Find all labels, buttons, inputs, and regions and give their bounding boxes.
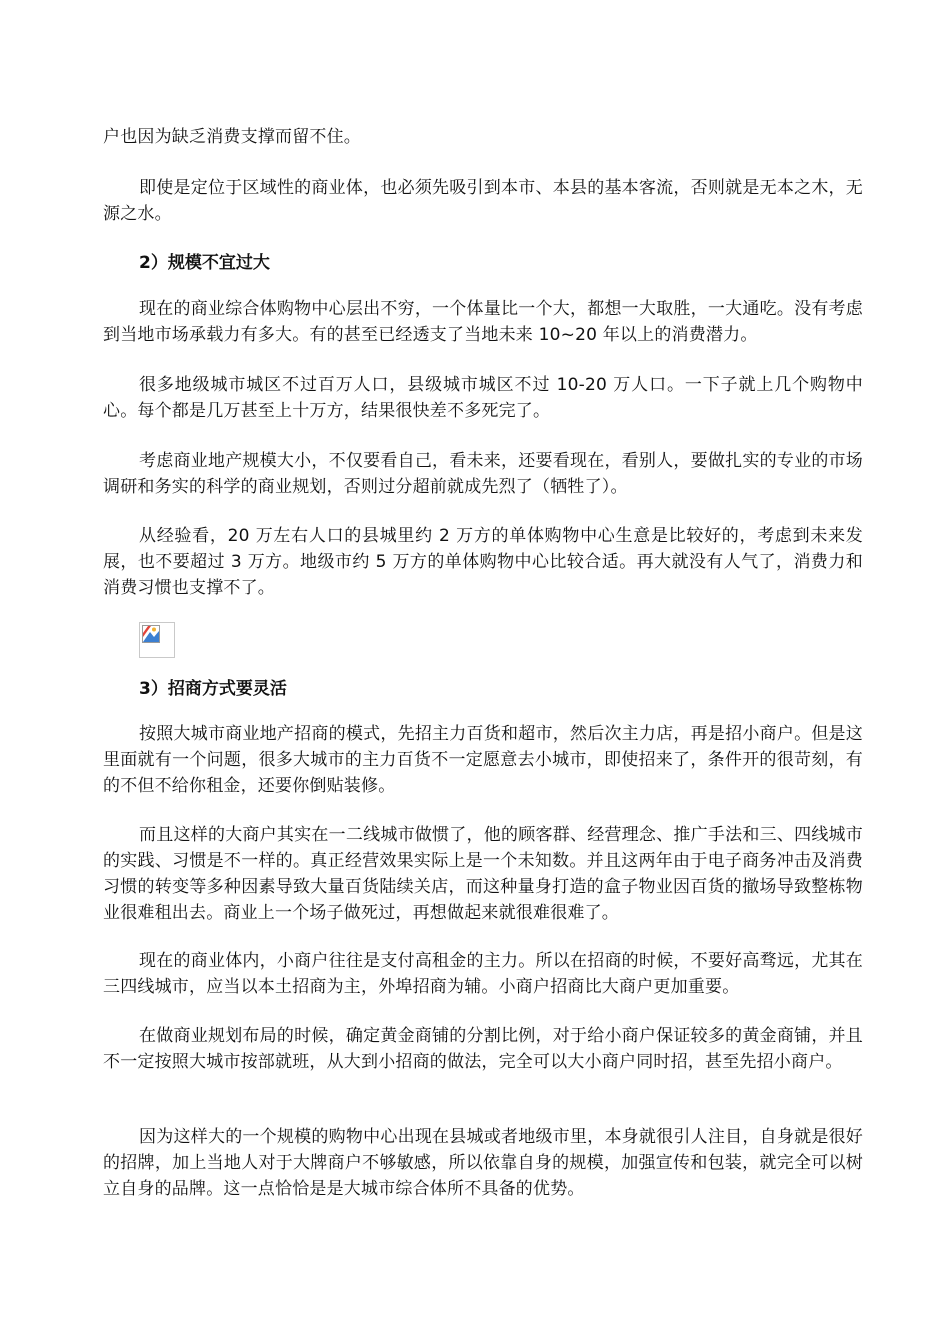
paragraph: 因为这样大的一个规模的购物中心出现在县城或者地级市里，本身就很引人注目，自身就是很好的招牌，加上当地人对于大牌商户不够敏感，所以依靠自身的规模，加强宣传和包装，就完全可以树立自身的品牌。这一点恰恰是是大城市综合体所不具备的优势。 [103, 1127, 863, 1199]
paragraph: 现在的商业综合体购物中心层出不穷，一个体量比一个大，都想一大取胜，一大通吃。没有考虑到当地市场承载力有多大。有的甚至已经透支了当地未来 10~20 年以上的消费潜力。 [103, 299, 863, 345]
paragraph: 在做商业规划布局的时候，确定黄金商铺的分割比例，对于给小商户保证较多的黄金商铺，并且不一定按照大城市按部就班，从大到小招商的做法，完全可以大小商户同时招，甚至先招小商户。 [103, 1026, 863, 1072]
paragraph: 而且这样的大商户其实在一二线城市做惯了，他的顾客群、经营理念、推广手法和三、四线城市的实践、习惯是不一样的。真正经营效果实际上是一个未知数。并且这两年由于电子商务冲击及消费习惯的转变等多种因素导致大量百货陆续关店，而这种量身打造的盒子物业因百货的撤场导致整栋物业很难租出去。商业上一个场子做死过，再想做起来就很难很难了。 [103, 825, 863, 923]
paragraph: 户也因为缺乏消费支撑而留不住。 [103, 127, 361, 147]
paragraph: 按照大城市商业地产招商的模式，先招主力百货和超市，然后次主力店，再是招小商户。但是这里面就有一个问题，很多大城市的主力百货不一定愿意去小城市，即使招来了，条件开的很苛刻，有的不但不给你租金，还要你倒贴装修。 [103, 724, 863, 796]
section-heading: 3）招商方式要灵活 [139, 679, 287, 699]
section-heading: 2）规模不宜过大 [139, 253, 270, 273]
paragraph: 即使是定位于区域性的商业体，也必须先吸引到本市、本县的基本客流，否则就是无本之木，无源之水。 [103, 178, 863, 224]
image-placeholder [139, 622, 175, 658]
paragraph: 从经验看，20 万左右人口的县城里约 2 万方的单体购物中心生意是比较好的，考虑到未来发展，也不要超过 3 万方。地级市约 5 万方的单体购物中心比较合适。再大就没有人气了，消费力和消费习惯也支撑不了。 [103, 526, 863, 598]
paragraph: 很多地级城市城区不过百万人口，县级城市城区不过 10-20 万人口。一下子就上几个购物中心。每个都是几万甚至上十万方，结果很快差不多死完了。 [103, 375, 863, 421]
paragraph: 考虑商业地产规模大小，不仅要看自己，看未来，还要看现在，看别人，要做扎实的专业的市场调研和务实的科学的商业规划，否则过分超前就成先烈了（牺牲了）。 [103, 451, 863, 497]
paragraph: 现在的商业体内，小商户往往是支付高租金的主力。所以在招商的时候，不要好高骛远，尤其在三四线城市，应当以本土招商为主，外埠招商为辅。小商户招商比大商户更加重要。 [103, 951, 863, 997]
